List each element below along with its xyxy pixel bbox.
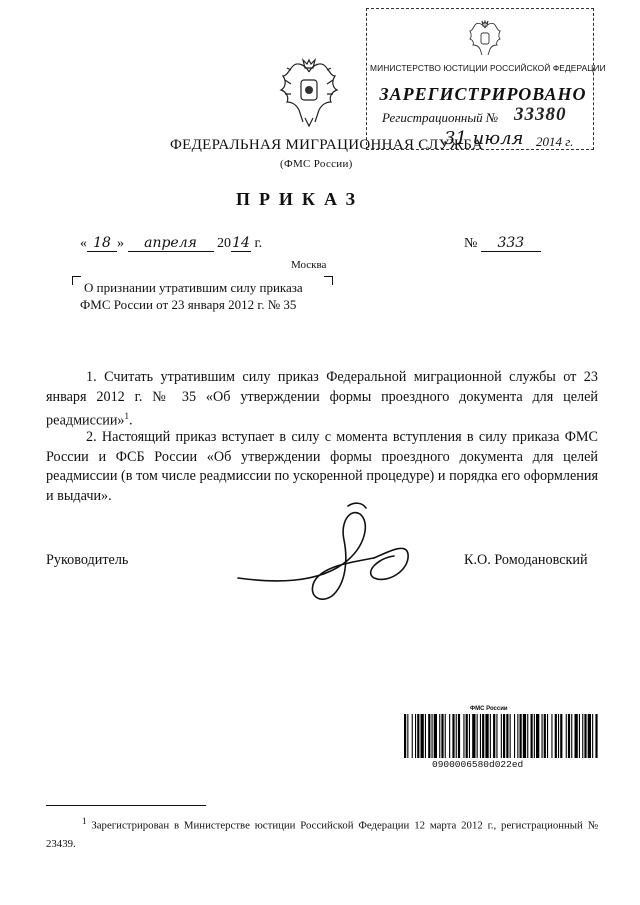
barcode-bar — [452, 714, 454, 758]
barcode-bar — [560, 714, 562, 758]
barcode-bar — [445, 714, 446, 758]
barcode-bar — [544, 714, 546, 758]
barcode-bar — [469, 714, 470, 758]
barcode-bar — [568, 714, 570, 758]
agency-short-name: (ФМС России) — [280, 158, 353, 170]
order-day: 18 — [87, 235, 117, 252]
barcode-bar — [439, 714, 440, 758]
quote-open: « — [80, 236, 87, 251]
barcode-bar — [485, 714, 488, 758]
handwritten-signature — [228, 500, 438, 610]
stamp-registration-label: Регистрационный № — [382, 110, 499, 125]
barcode-bar — [575, 714, 578, 758]
barcode-bar — [566, 714, 567, 758]
signer-name: К.О. Ромодановский — [464, 552, 588, 568]
barcode-bar — [506, 714, 508, 758]
agency-name: ФЕДЕРАЛЬНАЯ МИГРАЦИОННАЯ СЛУЖБА — [170, 137, 484, 153]
barcode-bar — [517, 714, 518, 758]
paragraph-1-end: . — [129, 412, 133, 429]
barcode-bar — [551, 714, 552, 758]
footnote-text: Зарегистрирован в Министерстве юстиции Российской Федерации 12 марта 2012 г., регистрационный № 23439. — [46, 819, 598, 850]
barcode-bar — [514, 714, 515, 758]
barcode-bar — [477, 714, 478, 758]
barcode-bar — [415, 714, 416, 758]
coat-of-arms-icon — [277, 58, 341, 130]
barcode-bar — [542, 714, 543, 758]
subject-line-1: О признании утратившим силу приказа — [84, 280, 303, 295]
stamp-registration-number: 33380 — [514, 104, 567, 125]
barcode-bar — [531, 714, 533, 758]
subject-bracket-right — [324, 276, 333, 285]
order-year-hand: 14 — [232, 235, 250, 251]
stamp-ministry-name: МИНИСТЕРСТВО ЮСТИЦИИ РОССИЙСКОЙ ФЕДЕРАЦИИ — [370, 63, 606, 73]
barcode-bar — [536, 714, 539, 758]
stamp-handwritten-date: 31 июля — [444, 128, 524, 149]
barcode-bar — [501, 714, 502, 758]
barcode-bar — [407, 714, 408, 758]
barcode-bar — [558, 714, 559, 758]
barcode-bar — [480, 714, 481, 758]
barcode-bar — [584, 714, 586, 758]
order-month: апреля — [128, 235, 214, 252]
barcode-bar — [592, 714, 593, 758]
barcode-bar — [417, 714, 419, 758]
barcode-bar — [490, 714, 491, 758]
barcode-bar — [527, 714, 528, 758]
barcode-bar — [493, 714, 495, 758]
barcode-bar — [595, 714, 597, 758]
footnote — [46, 812, 598, 853]
order-number — [464, 235, 541, 252]
order-year-suffix: г. — [254, 236, 263, 251]
barcode-number: 0900006580d022ed — [432, 759, 524, 770]
order-number-value: 333 — [481, 235, 541, 252]
barcode-bar — [449, 714, 450, 758]
barcode-bar — [588, 714, 591, 758]
order-number-label: № — [464, 236, 478, 251]
order-year-prefix: 20 — [217, 236, 231, 251]
barcode-bar — [523, 714, 526, 758]
barcode-bar — [472, 714, 475, 758]
barcode-bar — [412, 714, 413, 758]
barcode-bar — [456, 714, 457, 758]
barcode-bar — [510, 714, 511, 758]
order-date — [80, 235, 262, 252]
barcode-bar — [571, 714, 572, 758]
quote-close: » — [117, 236, 124, 251]
barcode-caption: ФМС России — [470, 706, 508, 712]
barcode-bar — [579, 714, 580, 758]
barcode-bar — [466, 714, 468, 758]
document-type-title: ПРИКАЗ — [235, 189, 365, 209]
barcode-bar — [555, 714, 557, 758]
barcode-bar — [482, 714, 484, 758]
barcode-bar — [582, 714, 583, 758]
barcode-bar — [534, 714, 535, 758]
barcode-bar — [503, 714, 505, 758]
barcode-bar — [425, 714, 426, 758]
barcode-bar — [428, 714, 430, 758]
footnote-mark: 1 — [124, 411, 130, 421]
paragraph-1-text: 1. Считать утратившим силу приказ Федеральной миграционной службы от 23 января 2012 г. № 35 «Об утверждении формы проездного документа для целей реадмиссии» — [46, 369, 598, 429]
order-subject — [78, 279, 303, 313]
barcode-bar — [434, 714, 437, 758]
barcode-bar — [520, 714, 522, 758]
paragraph-2: 2. Настоящий приказ вступает в силу с момента вступления в силу приказа ФМС России и ФСБ России «Об утверждении формы проездного документа для целей реадмиссии (в том числе реадмиссии по ускоренной процедуре) и порядка его оформления и выдачи». — [46, 429, 598, 504]
barcode-bar — [496, 714, 497, 758]
barcode-bar — [458, 714, 460, 758]
barcode-icon — [402, 714, 602, 758]
footnote-number: 1 — [82, 816, 87, 826]
stamp-year: 2014 г. — [536, 134, 574, 149]
barcode-bar — [404, 714, 406, 758]
barcode-bar — [441, 714, 443, 758]
signer-title: Руководитель — [46, 552, 129, 568]
subject-line-2: ФМС России от 23 января 2012 г. № 35 — [80, 297, 297, 312]
paragraph-1 — [46, 368, 598, 431]
barcode-bar — [432, 714, 433, 758]
footnote-divider — [46, 805, 206, 806]
stamp-coat-of-arms-icon — [468, 20, 502, 58]
city: Москва — [291, 259, 327, 271]
barcode-bar — [547, 714, 548, 758]
barcode-bar — [463, 714, 464, 758]
stamp-registered-label: ЗАРЕГИСТРИРОВАНО — [379, 84, 587, 104]
barcode-bar — [421, 714, 424, 758]
